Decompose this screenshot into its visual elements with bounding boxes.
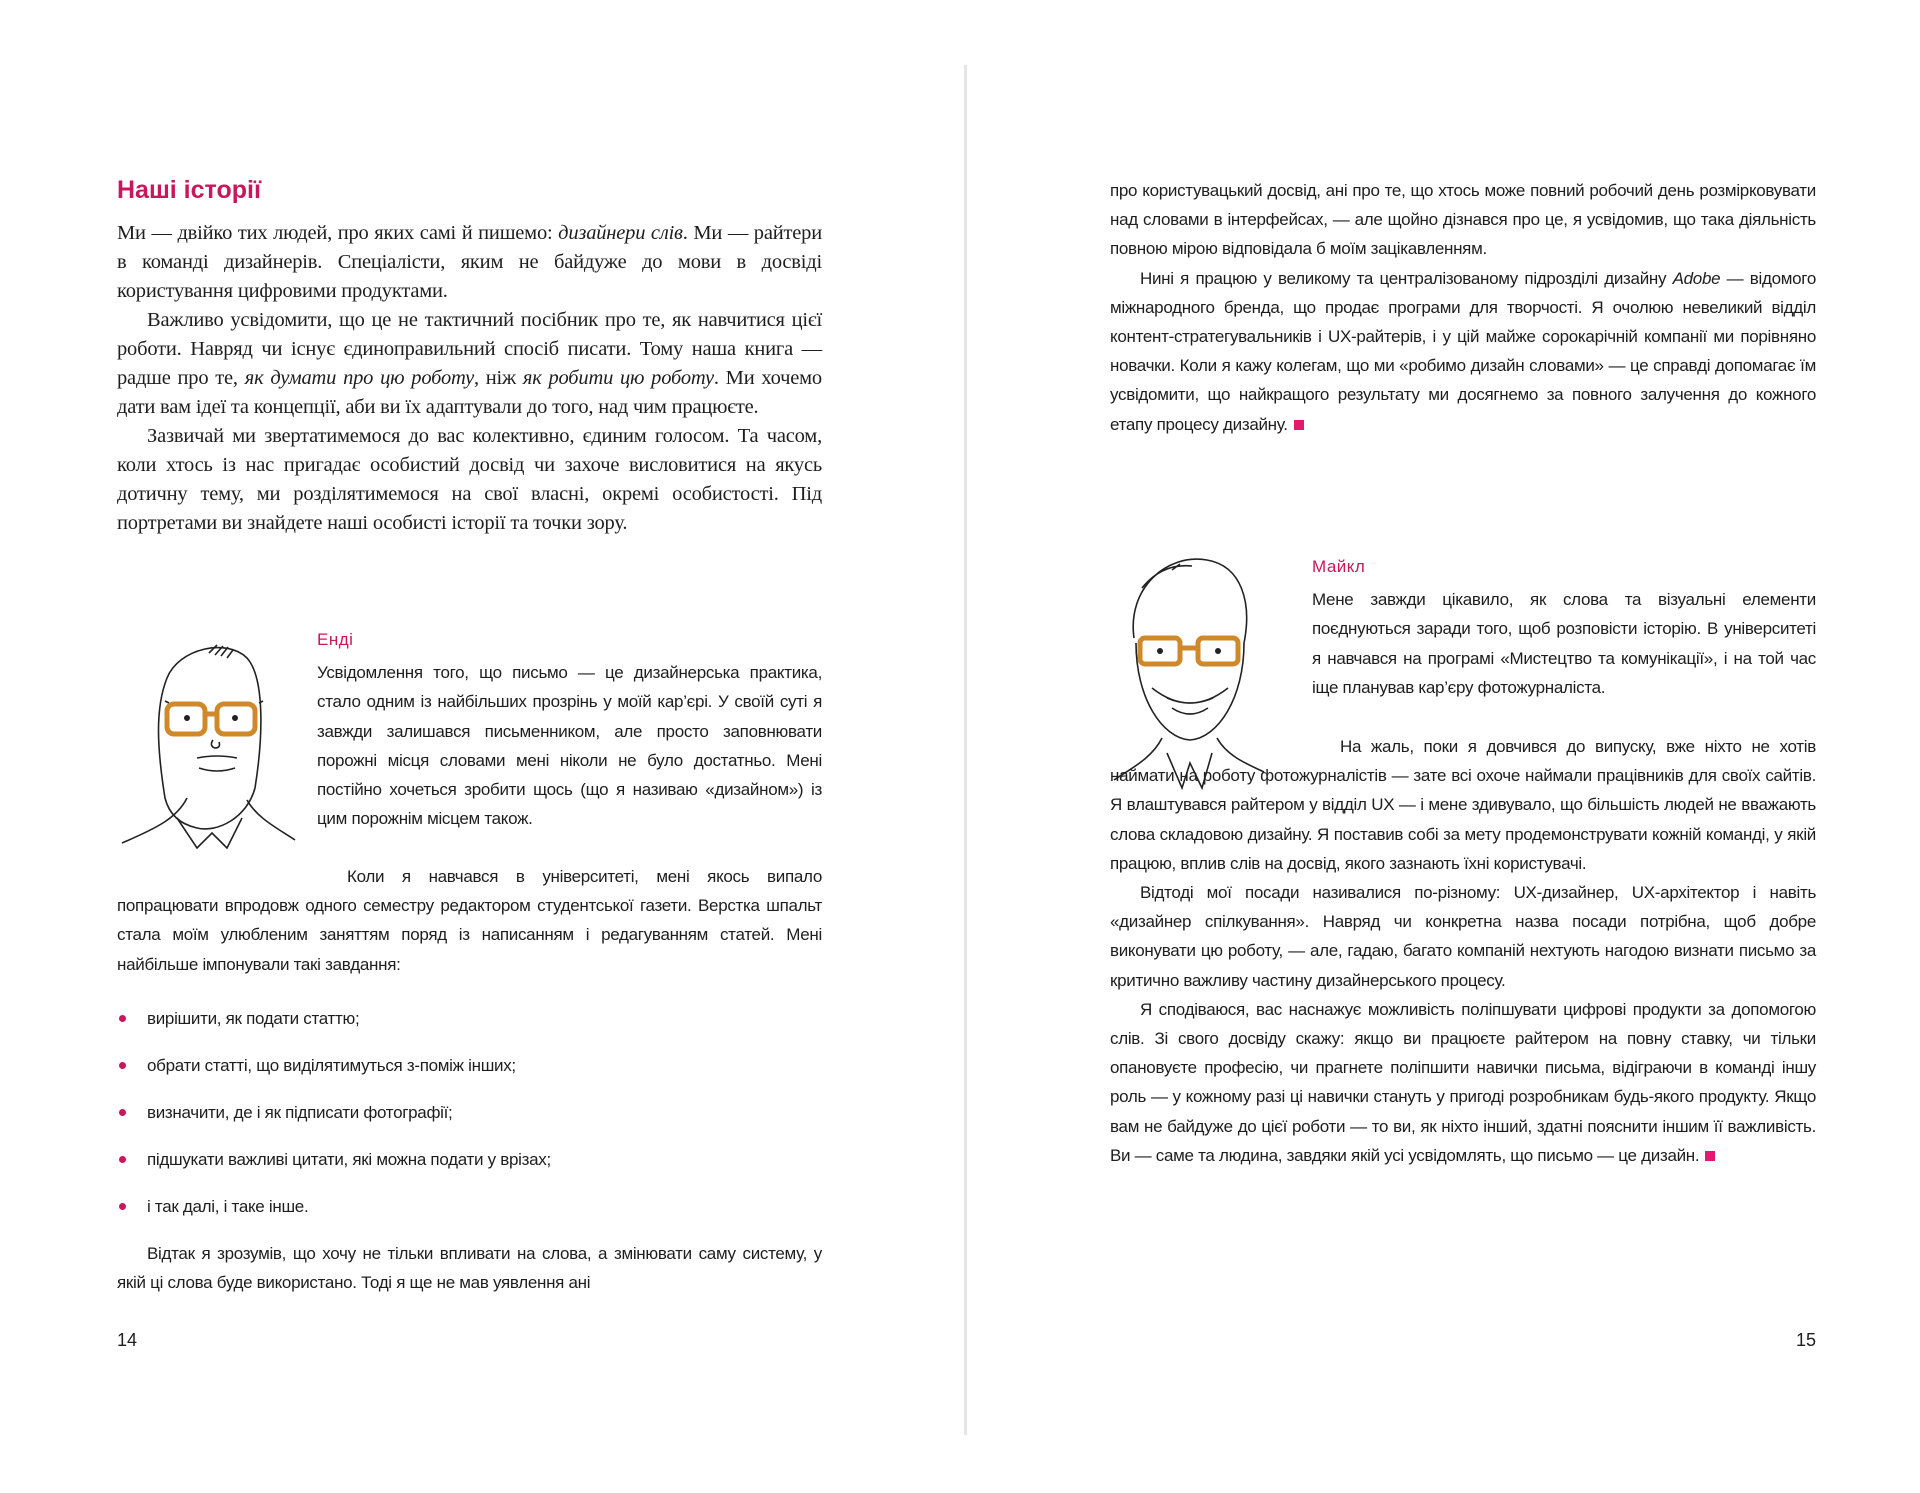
bullet-icon [119,1156,126,1163]
text: Я сподіваюся, вас наснажує можливість поліпшувати цифрові продукти за допомогою слів. Зі свого досвіду скажу: якщо ви працюєте райтером на повну ставку, чи тільки опановуєте професію, чи прагнете поліпшити навички письма, відіграючи в команді іншу роль — у кожному разі ці навички стануть у пригоді розробникам будь-якого продукту. Якщо вам не байдуже до цієї роботи — то ви, як ніхто інший, здатні пояснити іншим її важливість. Ви — саме та людина, завдяки якій усі усвідомлять, що письмо — це дизайн. [1110,999,1816,1165]
paragraph [1110,264,1816,439]
andy-portrait-illustration [117,628,297,863]
michael-story [1110,732,1816,1170]
section-heading: Наші історії [117,176,261,204]
author-name-michael: Майкл [1312,557,1366,576]
bullet-icon [119,1203,126,1210]
andy-story [117,862,822,1297]
michael-paragraph: На жаль, поки я довчився до випуску, вже ніхто не хотів наймати на роботу фотожурналістів — зате всі охоче наймали працівників для своїх сайтів. Я влаштувався райтером у відділ UX — і мене здивувало, що більшість людей не вважають слова складовою дизайну. Я поставив собі за мету продемонструвати кожній команді, у якій працюю, вплив слів на досвід, якого зазнають їхні користувачі. [1110,737,1816,873]
intro-paragraph [117,219,822,306]
list-item-text: підшукати важливі цитати, які можна подати у врізах; [147,1149,551,1169]
continued-text [1110,176,1816,439]
text: Ми — двійко тих людей, про яких самі й пишемо: [117,222,559,244]
intro-paragraph: Зазвичай ми звертатимемося до вас колективно, єдиним голосом. Та часом, коли хтось із нас пригадає особистий досвід чи захоче висловитися на якусь дотичну тему, ми розділятимемося на свої власні, окремі особистості. Під портретами ви знайдете наші особисті історії та точки зору. [117,425,822,534]
text: — відомого міжнародного бренда, що продає програми для творчості. Я очолюю невеликий відділ контент-стратегувальників і UX-райтерів, і у цій майже сорокарічній компанії ми порівняно новачки. Коли я кажу колегам, що ми «робимо дизайн словами» — це справді допомагає їм усвідомити, що найкращого результату ми досягнемо за повного залучення до кожного етапу процесу дизайну. [1110,268,1816,434]
page-number: 15 [1795,1330,1816,1350]
list-item [117,1145,822,1192]
michael-paragraph: Відтоді мої посади називалися по-різному: UX-дизайнер, UX-архітектор і навіть «дизайнер спілкування». Навряд чи конкретна назва посади потрібна, щоб добре виконувати цю роботу, — але, гадаю, багато компаній нехтують нагодою визнати письмо за критично важливу частину дизайнерського процесу. [1110,883,1816,990]
michael-paragraph [1110,995,1816,1170]
end-mark-icon [1705,1151,1715,1161]
emphasis: як думати про цю роботу [244,367,474,389]
list-item [117,1051,822,1098]
michael-bio [1312,552,1816,702]
list-item [117,1004,822,1051]
bullet-icon [119,1062,126,1069]
text: Важливо усвідомити, що це не тактичний посібник про те, як навчитися цієї роботи. Навряд чи існує єдиноправильний спосіб писати. Тому наша книга — радше про те, [117,309,822,389]
emphasis: Adobe [1672,268,1721,288]
list-item-text: визначити, де і як підписати фотографії; [147,1102,453,1122]
text: . Ми хочемо дати вам ідеї та концепції, аби ви їх адаптували до того, над чим працюєте. [117,367,822,418]
andy-paragraph: Відтак я зрозумів, що хочу не тільки впливати на слова, а змінювати саму систему, у якій ці слова буде використано. Тоді я ще не мав уявлення ані [117,1243,822,1293]
bullet-icon [119,1109,126,1116]
andy-paragraph: Коли я навчався в університеті, мені якось випало попрацювати впродовж одного семестру редактором студентської газети. Верстка шпальт стала моїм улюбленим заняттям поряд із написанням і редагуванням статей. Мені найбільше імпонували такі завдання: [117,867,822,974]
text: . Ми — райтери в команді дизайнерів. Спеціалісти, яким не байдуже до мови в досвіді користування цифровими продуктами. [117,222,822,302]
paragraph: про користувацький досвід, ані про те, що хтось може повний робочий день розмірковувати над словами в інтерфейсах, — але щойно дізнався про це, я усвідомив, що така діяльність повною мірою відповідала б моїм зацікавленням. [1110,181,1816,259]
bullet-icon [119,1015,126,1022]
andy-paragraph: Усвідомлення того, що письмо — це дизайнерська практика, стало одним із найбільших прозрінь у моїй кар’єрі. У своїй суті я завжди залишався письменником, але просто заповнювати порожні місця словами мені ніколи не було достатньо. Мені постійно хочеться зробити щось (що я називаю «дизайном») із цим порожнім місцем також. [317,663,822,829]
intro-text [117,219,822,538]
page-number: 14 [117,1330,138,1350]
emphasis: як робити цю роботу [522,367,714,389]
end-mark-icon [1294,420,1304,430]
text: , ніж [473,367,523,389]
right-page [1110,0,1816,1493]
spine-divider [964,65,967,1435]
emphasis: дизайнери слів [558,222,683,244]
intro-paragraph [117,306,822,422]
author-name-andy: Енді [317,630,354,649]
text: Нині я працюю у великому та централізованому підрозділі дизайну [1140,268,1673,288]
andy-bio [317,625,822,833]
left-page [117,0,822,1493]
task-list [117,1004,822,1239]
list-item-text: обрати статті, що виділятимуться з-поміж інших; [147,1055,516,1075]
michael-paragraph: Мене завжди цікавило, як слова та візуальні елементи поєднуються заради того, щоб розповісти історію. В університеті я навчався на програмі «Мистецтво та комунікації», і на той час іще планував кар’єру фотожурналіста. [1312,590,1816,697]
list-item-text: вирішити, як подати статтю; [147,1008,360,1028]
list-item-text: і так далі, і таке інше. [147,1196,309,1216]
list-item [117,1098,822,1145]
list-item [117,1192,822,1239]
